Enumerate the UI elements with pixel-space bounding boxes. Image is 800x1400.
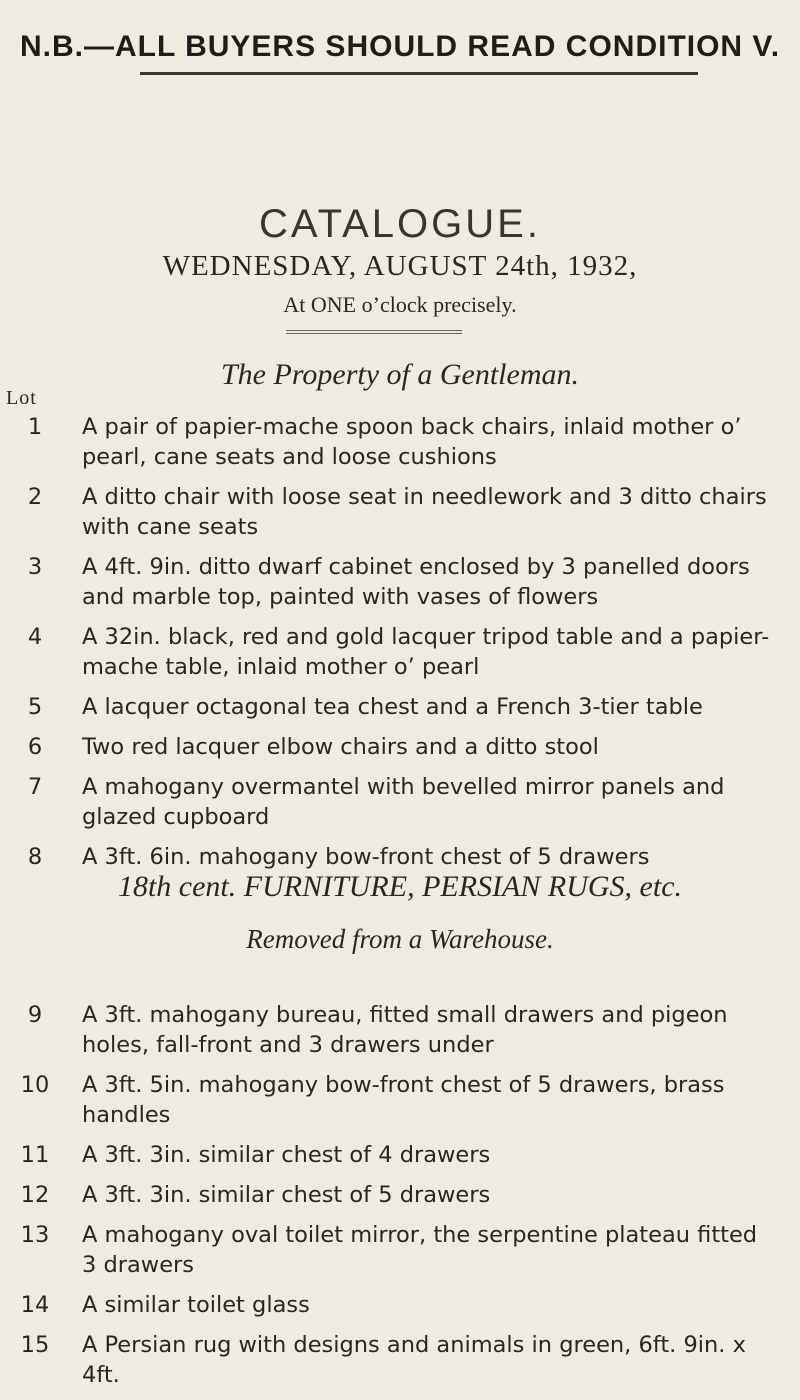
- sale-time: At ONE o’clock precisely.: [283, 292, 517, 317]
- catalogue-title: CATALOGUE.: [259, 202, 541, 246]
- lot-item: [0, 1290, 800, 1320]
- lot-item: [0, 1000, 800, 1060]
- lot-item: [0, 692, 800, 722]
- lot-number: 8: [27, 844, 43, 870]
- lot-description: A mahogany overmantel with bevelled mirror panels and glazed cupboard: [82, 774, 725, 830]
- lot-item: [0, 622, 800, 682]
- lot-description: A 3ft. 6in. mahogany bow-front chest of 5 drawers: [82, 844, 650, 870]
- lot-item: [0, 552, 800, 612]
- lot-number: 4: [27, 624, 43, 650]
- lot-number: 6: [27, 734, 43, 760]
- lot-description: A ditto chair with loose seat in needlework and 3 ditto chairs with cane seats: [82, 484, 767, 540]
- lot-description: A 3ft. 5in. mahogany bow-front chest of 5 drawers, brass handles: [82, 1072, 725, 1128]
- lot-number: 2: [27, 484, 43, 510]
- lot-item: [0, 482, 800, 542]
- lot-number: 14: [20, 1292, 50, 1318]
- banner-rule: [140, 72, 698, 75]
- section-subheading-warehouse: Removed from a Warehouse.: [246, 924, 554, 954]
- lot-number: 1: [27, 414, 43, 440]
- lot-description: A 32in. black, red and gold lacquer tripod table and a papier-mache table, inlaid mother o’ pearl: [82, 624, 770, 680]
- lot-number: 10: [20, 1072, 50, 1098]
- lot-number: 12: [20, 1182, 50, 1208]
- lot-item: [0, 1140, 800, 1170]
- lot-column-label: Lot: [6, 387, 37, 409]
- lot-item: [0, 732, 800, 762]
- condition-notice: N.B.—ALL BUYERS SHOULD READ CONDITION V.: [19, 30, 781, 63]
- lot-list-warehouse: [0, 1000, 800, 1400]
- lot-description: A lacquer octagonal tea chest and a French 3-tier table: [82, 694, 703, 720]
- lot-description: A similar toilet glass: [82, 1292, 310, 1318]
- lot-item: [0, 1330, 800, 1390]
- section-heading-furniture: 18th cent. FURNITURE, PERSIAN RUGS, etc.: [117, 870, 683, 903]
- sale-date: WEDNESDAY, AUGUST 24th, 1932,: [162, 250, 638, 282]
- lot-description: A pair of papier-mache spoon back chairs, inlaid mother o’ pearl, cane seats and loose cushions: [82, 414, 742, 470]
- lot-item: [0, 412, 800, 472]
- lot-item: [0, 1180, 800, 1210]
- lot-number: 5: [27, 694, 43, 720]
- lot-number: 7: [27, 774, 43, 800]
- lot-description: A 3ft. 3in. similar chest of 5 drawers: [82, 1182, 491, 1208]
- lot-number: 3: [27, 554, 43, 580]
- lot-description: A Persian rug with designs and animals in green, 6ft. 9in. x 4ft.: [82, 1332, 746, 1388]
- lot-description: A mahogany oval toilet mirror, the serpentine plateau fitted 3 drawers: [82, 1222, 758, 1278]
- lot-item: [0, 1220, 800, 1280]
- lot-item: [0, 842, 800, 872]
- section-heading-property: The Property of a Gentleman.: [221, 358, 579, 391]
- lot-number: 15: [20, 1332, 50, 1358]
- title-rule: [286, 330, 462, 334]
- lot-description: Two red lacquer elbow chairs and a ditto stool: [82, 734, 599, 760]
- lot-description: A 3ft. 3in. similar chest of 4 drawers: [82, 1142, 491, 1168]
- lot-number: 13: [20, 1222, 50, 1248]
- lot-item: [0, 772, 800, 832]
- lot-description: A 3ft. mahogany bureau, fitted small drawers and pigeon holes, fall-front and 3 drawers under: [82, 1002, 728, 1058]
- lot-description: A 4ft. 9in. ditto dwarf cabinet enclosed by 3 panelled doors and marble top, painted with vases of flowers: [82, 554, 750, 610]
- lot-number: 11: [20, 1142, 50, 1168]
- lot-list-gentleman: [0, 412, 800, 882]
- lot-item: [0, 1070, 800, 1130]
- lot-number: 9: [27, 1002, 43, 1028]
